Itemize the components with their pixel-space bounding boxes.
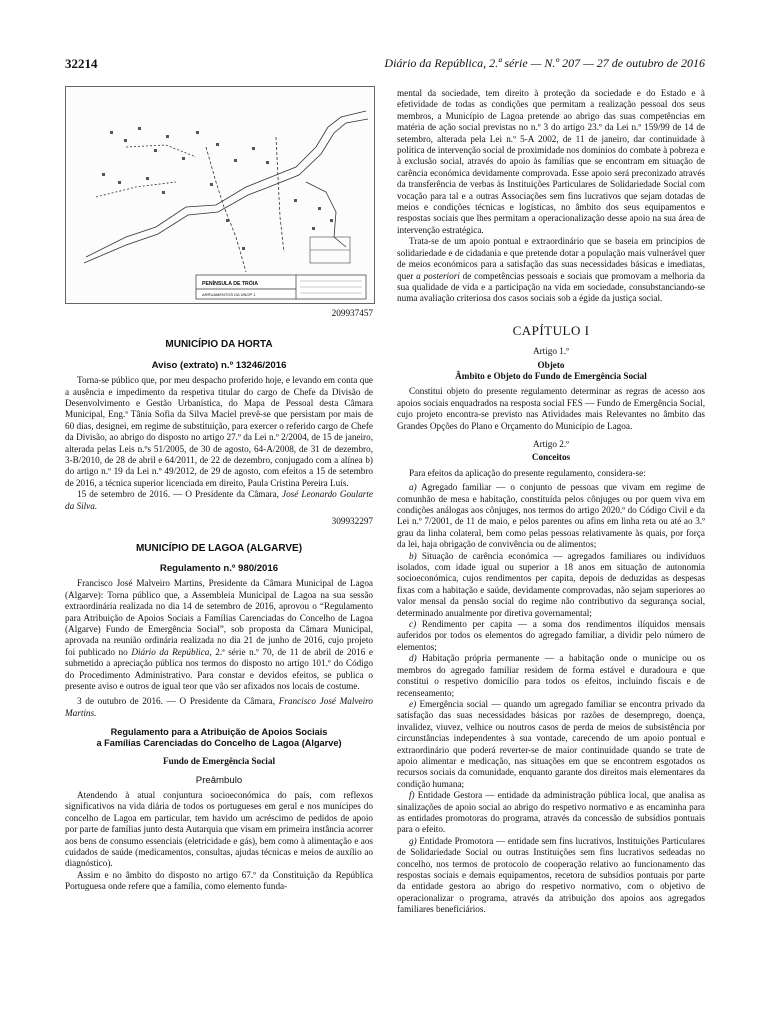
site-plan-drawing — [66, 87, 374, 303]
lagoa-intro-paragraph: Francisco José Malveiro Martins, Presidente da Câmara Municipal de Lagoa (Algarve): Torna público que, a Assembleia Municipal de Lagoa na sua sessão extraordinária realizada no dia 14 de setembro de 2016, aprovou o “Regulamento para Atribuição de Apoios Sociais a Famílias Carenciadas do Concelho de Lagoa (Algarve) Fundo de Emergência Social”, sob proposta da Câmara Municipal, aprovada na reunião ordinária realizada no dia 21 de junho de 2016, cujo projeto foi publicado no Diário da República, 2.ª série n.º 70, de 11 de abril de 2016 e submetido a apreciação pública nos termos do disposto no artigo 101.º do Código do Procedimento Administrativo. Para constar e devidos efeitos, se publica o presente aviso e outros de igual teor que vão ser afixados nos locais de costume. — [65, 578, 373, 691]
map-label-main: PENÍNSULA DE TRÓIA — [202, 281, 259, 287]
lagoa-signature: 3 de outubro de 2016. — O Presidente da Câmara, Francisco José Malveiro Martins. — [65, 696, 373, 718]
article-1-title: Objeto — [537, 359, 565, 370]
definition-c: c) Rendimento per capita — a soma dos rendimentos ilíquidos mensais auferidos por todos os elementos do agregado familiar, a dividir pelo número de elementos; — [397, 619, 705, 652]
lagoa-notice-title: Regulamento n.º 980/2016 — [159, 562, 279, 574]
right-column — [397, 88, 705, 916]
chapter-heading: CAPÍTULO I — [512, 322, 590, 338]
article-1-number: Artigo 1.º — [532, 346, 570, 357]
preamble-paragraph-1: Atendendo à atual conjuntura socioeconómica do país, com reflexos significativos na vida diária de todos os portugueses em geral e nos munícipes do concelho de Lagoa em particular, tem havido um acréscimo de pedidos de apoio por parte de famílias junto desta Autarquia que visam em primeira instância acorrer aos bens de consumo essenciais (eletricidade e gás), bem como à alimentação e aos cuidados de saúde (medicamentos, consultas, ajudas técnicas e meios de auxílio ao diagnóstico). — [65, 790, 373, 869]
regulation-subtitle: Fundo de Emergência Social — [162, 756, 276, 767]
definition-d: d) Habitação própria permanente — a habitação onde o munícipe ou os membros do agregado familiar residem de forma estável e duradoura e que constitui o respetivo domicílio para todos os efeitos, incluindo fiscais e de recenseamento; — [397, 653, 705, 698]
horta-body-paragraph: Torna-se público que, por meu despacho proferido hoje, e levando em conta que a ausência e impedimento da respetiva titular do cargo de Chefe da Divisão de Desenvolvimento e Gestão Urbanística, do Mapa de Pessoal desta Câmara Municipal, Eng.ª Tânia Sofia da Silva Maciel prevê-se que persistam por mais de 60 dias, designei, em regime de substituição, para exercer o referido cargo de Chefe da Divisão, ao abrigo do disposto no artigo 27.º da Lei n.º 2/2004, de 15 de janeiro, alterada pelas Leis n.ºs 51/2005, de 30 de agosto, 64-A/2008, de 31 de dezembro, 3-B/2010, de 28 de abril e 64/2011, de 22 de dezembro, conjugado com a alínea b) do artigo n.º 19 da Lei n.º 49/2012, de 29 de agosto, com efeitos a 15 de setembro de 2016, a técnica superior licenciada em direito, Paula Cristina Pereira Luís. — [65, 375, 373, 488]
definition-f: f) Entidade Gestora — entidade da administração pública local, que analisa as sinalizações de apoio social ao abrigo do respetivo normativo e as encaminha para as entidades promotoras do programa, através da concessão de subsídios pontuais para o efeito. — [397, 790, 705, 835]
definition-b: b) Situação de carência económica — agregados familiares ou indivíduos isolados, com idade igual ou superior a 18 anos em situação de autonomia socioeconómica, cujos rendimentos per capita, depois de deduzidas as despesas fixas com a habitação e saúde, devidamente comprovadas, não sejam superiores ao valor mensal da pensão social do regime não contributivo da segurança social, determinado anualmente por diretiva governamental; — [397, 550, 705, 618]
map-label-sub: ARRUAMENTOS DA UNOP 1 — [202, 292, 256, 297]
article-1-body: Constitui objeto do presente regulamento determinar as regras de acesso aos apoios sociais enquadrados na resposta social FES — Fundo de Emergência Social, cujo projeto encontra-se previsto nas Atividades mais Relevantes no âmbito das Grandes Opções do Plano e Orçamento do Município de Lagoa. — [397, 386, 705, 431]
horta-notice-title: Aviso (extrato) n.º 13246/2016 — [151, 359, 287, 371]
left-column — [65, 86, 373, 893]
lagoa-section-title: MUNICÍPIO DE LAGOA (ALGARVE) — [135, 542, 303, 554]
running-head: Diário da República, 2.ª série — N.º 207 — 27 de outubro de 2016 — [384, 56, 705, 70]
preamble-paragraph-2-continued: mental da sociedade, tem direito à proteção da sociedade e do Estado e à efetividade de todas as condições que permitam a realização pessoal dos seus membros, a Município de Lagoa pretende ao abrigo das suas competências em matéria de ação social previstas no n.º 3 do artigo 23.º da Lei n.º 159/99 de 14 de setembro, alterada pela Lei n.º 5-A 2002, de 11 de janeiro, dar continuidade à política de intervenção social de proximidade nos domínios do combate à pobreza e à exclusão social, através do apoio às famílias que se encontram em situação de carência económica devidamente comprovada. Esse apoio será preconizado através da transferência de verbas às Instituições Particulares de Solidariedade Social com vocação para tal e a outras Associações sem fins lucrativos que sejam dotadas de meios e condições técnicas e logísticas, no âmbito dos seus equipamentos e respostas sociais que lhes permitam a operacionalização desse apoio na sua área de intervenção estratégica. — [397, 88, 705, 235]
preamble-paragraph-2-start: Assim e no âmbito do disposto no artigo 67.º da Constituição da República Portuguesa onde refere que a família, como elemento funda- — [65, 869, 373, 892]
horta-reference-number: 309932297 — [331, 516, 373, 527]
page-header — [65, 56, 705, 74]
definition-g: g) Entidade Promotora — entidade sem fins lucrativos, Instituições Particulares de Solidariedade Social ou outras Instituições sem fins lucrativos sedeadas no concelho, nos termos de protocolo de cooperação relativo ao funcionamento das respostas sociais e demais equipamentos, recetora de subsídios pontuais por parte da entidade gestora ao abrigo do respetivo normativo, com o objetivo de operacionalizar o programa, através da atribuição dos apoios aos agregados familiares beneficiários. — [397, 835, 705, 915]
site-plan-figure — [65, 86, 375, 304]
regulation-title-line-1: Regulamento para a Atribuição de Apoios Sociais — [110, 727, 328, 738]
horta-signature: 15 de setembro de 2016. — O Presidente da Câmara, José Leonardo Goularte da Silva. — [65, 489, 374, 511]
preamble-heading: Preâmbulo — [195, 774, 243, 786]
page-number: 32214 — [65, 56, 98, 71]
horta-section-title: MUNICÍPIO DA HORTA — [165, 339, 273, 351]
article-2-intro: Para efeitos da aplicação do presente regulamento, considera-se: — [409, 467, 646, 478]
preamble-paragraph-3: Trata-se de um apoio pontual e extraordinário que se baseia em princípios de solidariedade e de cidadania e que pretende dotar a população mais vulnerável quer de meios económicos para a satisfação das suas necessidades básicas e imediatas, quer a posteriori de competências pessoais e sociais que promovam a melhoria da sua qualidade de vida e a participação na vida em sociedade, consubstanciando-se numa avaliação criteriosa dos casos sociais sob a égide da justiça social. — [397, 236, 705, 304]
map-reference-number: 209937457 — [331, 308, 373, 318]
regulation-title-line-2: a Famílias Carenciadas do Concelho de Lagoa (Algarve) — [96, 738, 342, 749]
article-1-subtitle: Âmbito e Objeto do Fundo de Emergência Social — [455, 370, 647, 381]
definition-a: a) Agregado familiar — o conjunto de pessoas que vivam em regime de comunhão de mesa e habitação, constituída pelos cônjuges ou por quem viva em condições análogas aos cônjuges, nos termos do artigo 2020.º do Código Civil e da Lei n.º 7/2001, de 11 de maio, e pelos parentes ou afins em linha reta ou até ao 3.º grau da linha colateral, bem como pelas pessoas relativamente às quais, por força da lei, haja obrigação de convivência ou de alimentos; — [397, 482, 705, 550]
article-2-title: Conceitos — [531, 452, 571, 463]
article-2-number: Artigo 2.º — [532, 438, 570, 449]
definition-e: e) Emergência social — quando um agregado familiar se encontra privado da satisfação das suas necessidades básicas por razões de desemprego, doença, invalidez, viuvez, velhice ou noutros casos de perda de meios de subsistência por circunstâncias independentes à sua vontade, carecendo de um apoio pontual e extraordinário que poderá reverter-se de maior continuidade quando se trate de apoio alimentar e medicação, nas situações em que se encontrem esgotados os recursos sociais da comunidade, enquanto garante dos direitos mais elementares da condição humana; — [397, 698, 705, 789]
